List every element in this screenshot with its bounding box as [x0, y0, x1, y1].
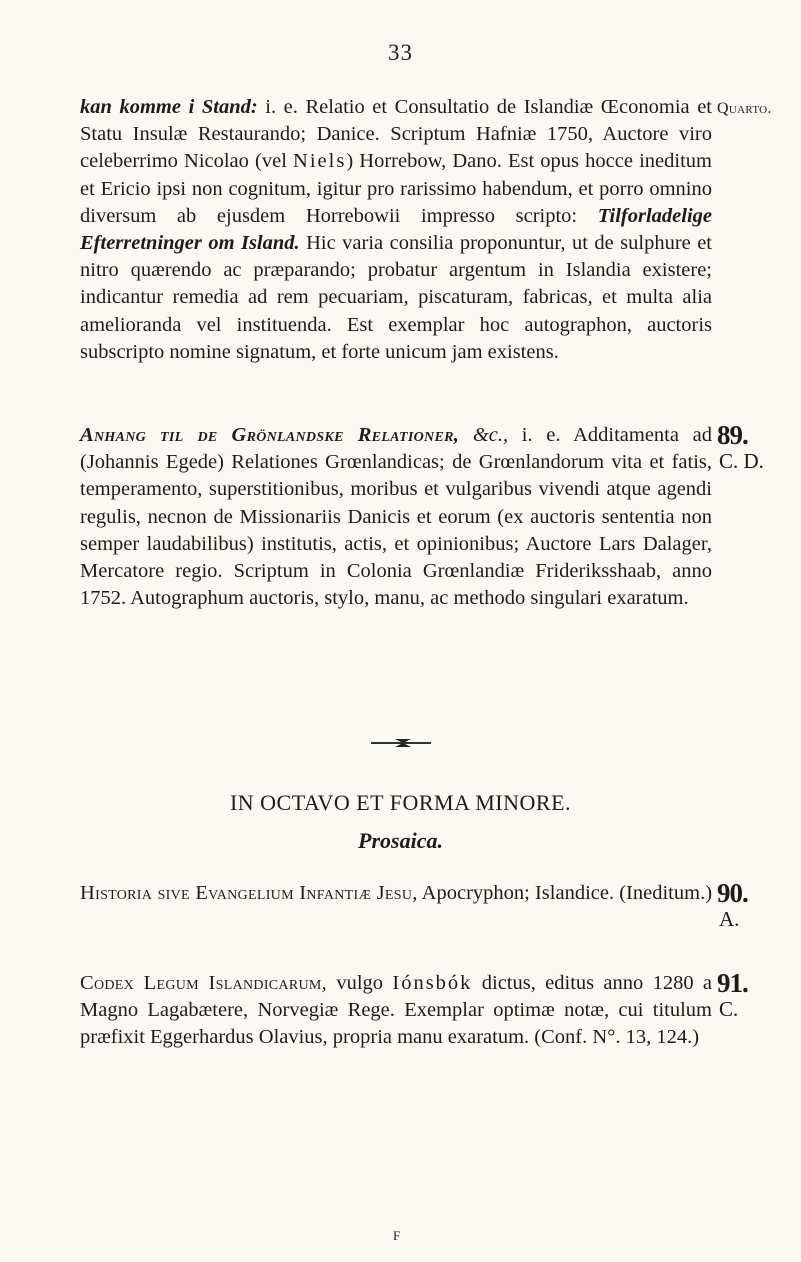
entry-91-body-1: vulgo [327, 972, 393, 994]
entry-90-text [80, 880, 712, 907]
entry-90-number: 90. [717, 878, 748, 908]
margin-quarto [717, 94, 797, 122]
entry-89-body: i. e. Additamenta ad (Johannis Egede) Relationes Grœnlandicas; de Grœnlandorum vita et fatis, temperamento, superstitionibus, moribus et vulgaribus vivendi atque agendi regulis, necnon de Missionariis Danicis et eorum (ex auctoris sententia non semper laudabilibus) institutis, actis, et opinionibus; Auctore Lars Dalager, Mercatore regio. Scriptum in Colonia Grœnlandiæ Frideriksshaab, anno 1752. Autographum auctoris, stylo, manu, ac methodo singulari exaratum. [80, 424, 712, 610]
margin-90 [717, 880, 797, 932]
entry-89 [80, 422, 712, 612]
entry-89-title: Anhang til de Grönlandske Relationer, [80, 424, 460, 446]
entry-89-etc: &c., [459, 424, 509, 446]
entry-quarto-niels: Niels [293, 150, 347, 173]
margin-quarto-label: Quarto. [717, 100, 772, 117]
entry-90-sub: A. [719, 907, 740, 931]
entry-89-text [80, 422, 712, 612]
entry-91-number: 91. [717, 968, 748, 998]
margin-89 [717, 422, 797, 474]
entry-91-text [80, 970, 712, 1052]
margin-91 [717, 970, 797, 1022]
entry-91-body-2: dictus, editus anno 1280 a Magno Lagabætere, Norvegiæ Rege. Exemplar optimæ notæ, cui titulum præfixit Eggerhardus Olavius, propria manu exaratum. (Conf. N°. 13, 124.) [80, 972, 712, 1049]
entry-90-title: Historia sive Evangelium Infantiæ Jesu, [80, 882, 418, 904]
entry-90 [80, 880, 712, 907]
section-subheading: Prosaica. [358, 828, 443, 853]
page-number: 33 [388, 40, 413, 65]
entry-quarto-title: kan komme i Stand: [80, 96, 258, 118]
entry-quarto-body-2: ) Horrebow, Dano. Est opus hocce ineditum et Ericio ipsi non cognitum, igitur pro rarissimo habendum, et porro omnino diversum ab ejusdem Horrebowii impresso scripto: [80, 150, 712, 227]
ornamental-rule-diamond [395, 739, 411, 747]
entry-89-sub: C. D. [719, 449, 764, 473]
entry-91-sub: C. [719, 997, 739, 1021]
entry-91-jonsbok: Iónsbók [392, 972, 473, 994]
entry-quarto [80, 94, 712, 366]
section-heading: IN OCTAVO ET FORMA MINORE. [229, 790, 572, 815]
printer-signature: F [393, 1228, 401, 1243]
entry-quarto-text [80, 94, 712, 366]
entry-89-number: 89. [717, 420, 748, 450]
entry-quarto-work-title: Tilforladelige Efterretninger om Island. [80, 204, 712, 255]
entry-quarto-body-3: Hic varia consilia proponuntur, ut de sulphure et nitro quærendo ac præparando; probatur argentum in Islandia existere; indicantur remedia ad rem pecuariam, piscaturam, fabricas, et multa alia amelioranda vel instituenda. Est exemplar hoc autographon, auctoris subscripto nomine signatum, et forte unicum jam existens. [80, 232, 713, 363]
entry-91 [80, 970, 712, 1052]
entry-quarto-body-1: i. e. Relatio et Consultatio de Islandiæ Œconomia et Statu Insulæ Restaurando; Danice. Scriptum Hafniæ 1750, Auctore viro celeberrimo Nicolao (vel [80, 96, 712, 173]
entry-91-title: Codex Legum Islandicarum, [80, 972, 328, 994]
entry-90-body: Apocryphon; Islandice. (Ineditum.) [417, 882, 713, 904]
